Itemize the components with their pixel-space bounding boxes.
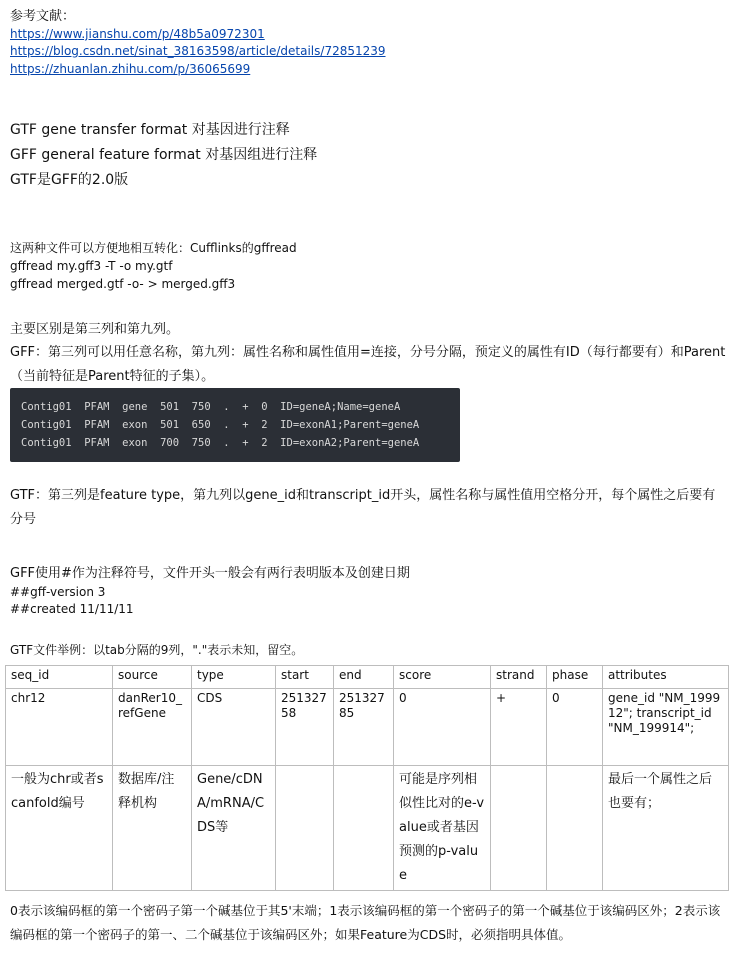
table-header-row: [6, 666, 729, 689]
version-note: GTF是GFF的2.0版: [10, 172, 129, 188]
code-block: [10, 388, 460, 462]
header-phase: phase: [547, 666, 603, 689]
table-cell: +: [491, 689, 547, 766]
convert-command-1: gffread my.gff3 -T -o my.gtf: [10, 259, 173, 273]
header-start: start: [276, 666, 334, 689]
code-line: Contig01 PFAM exon 501 650 . + 2 ID=exonA1;Parent=geneA: [21, 419, 420, 431]
header-end: end: [334, 666, 394, 689]
table-cell: 一般为chr或者scanfold编号: [6, 766, 113, 891]
gtf-definition: GTF gene transfer format 对基因进行注释: [10, 122, 290, 138]
comments-intro: GFF使用#作为注释符号，文件开头一般会有两行表明版本及创建日期: [10, 566, 410, 581]
header-attributes: attributes: [603, 666, 729, 689]
table-cell: 可能是序列相似性比对的e-value或者基因预测的p-value: [394, 766, 491, 891]
table-cell: 数据库/注释机构: [113, 766, 192, 891]
table-cell: Gene/cDNA/mRNA/CDS等: [192, 766, 276, 891]
convert-intro: 这两种文件可以方便地相互转化：Cufflinks的gffread: [10, 241, 297, 255]
table-cell: gene_id "NM_199912"; transcript_id "NM_199914";: [603, 689, 729, 766]
header-seq-id: seq_id: [6, 666, 113, 689]
table-cell: 25132758: [276, 689, 334, 766]
table-cell: [491, 766, 547, 891]
gtf-example-table: [5, 665, 729, 891]
phase-footnote: 0表示该编码框的第一个密码子第一个碱基位于其5'末端；1表示该编码框的第一个密码子的第一个碱基位于该编码区外；2表示该编码框的第一个密码子的第一、二个碱基位于该编码区外；如果Feature为CDS时，必须指明具体值。: [10, 903, 721, 942]
ref-link-zhihu[interactable]: https://zhuanlan.zhihu.com/p/36065699: [10, 62, 251, 76]
table-row: [6, 766, 729, 891]
refs-heading: 参考文献：: [10, 9, 76, 24]
convert-command-2: gffread merged.gtf -o- > merged.gff3: [10, 277, 236, 291]
table-cell: [276, 766, 334, 891]
ref-link-csdn[interactable]: https://blog.csdn.net/sinat_38163598/article/details/72851239: [10, 44, 386, 58]
gff-description: GFF：第三列可以用任意名称，第九列：属性名称和属性值用=连接，分号分隔，预定义的属性有ID（每行都要有）和Parent（当前特征是Parent特征的子集）。: [10, 345, 726, 384]
table-cell: [334, 766, 394, 891]
diff-title: 主要区别是第三列和第九列。: [10, 322, 180, 337]
table-cell: 25132785: [334, 689, 394, 766]
table-cell: [547, 766, 603, 891]
header-type: type: [192, 666, 276, 689]
table-row: [6, 689, 729, 766]
code-line: Contig01 PFAM gene 501 750 . + 0 ID=geneA;Name=geneA: [21, 401, 401, 413]
table-cell: chr12: [6, 689, 113, 766]
table-cell: danRer10_refGene: [113, 689, 192, 766]
header-strand: strand: [491, 666, 547, 689]
comment-created-line: ##created 11/11/11: [10, 602, 134, 616]
table-cell: 0: [547, 689, 603, 766]
table-cell: CDS: [192, 689, 276, 766]
header-score: score: [394, 666, 491, 689]
ref-link-jianshu[interactable]: https://www.jianshu.com/p/48b5a0972301: [10, 27, 265, 41]
table-cell: 0: [394, 689, 491, 766]
code-line: Contig01 PFAM exon 700 750 . + 2 ID=exonA2;Parent=geneA: [21, 437, 420, 449]
header-source: source: [113, 666, 192, 689]
comment-version-line: ##gff-version 3: [10, 585, 106, 599]
gff-definition: GFF general feature format 对基因组进行注释: [10, 147, 318, 163]
table-cell: 最后一个属性之后也要有；: [603, 766, 729, 891]
example-title: GTF文件举例：以tab分隔的9列，"."表示未知，留空。: [10, 643, 304, 657]
gtf-description: GTF：第三列是feature type，第九列以gene_id和transcript_id开头，属性名称与属性值用空格分开，每个属性之后要有分号: [10, 488, 716, 527]
